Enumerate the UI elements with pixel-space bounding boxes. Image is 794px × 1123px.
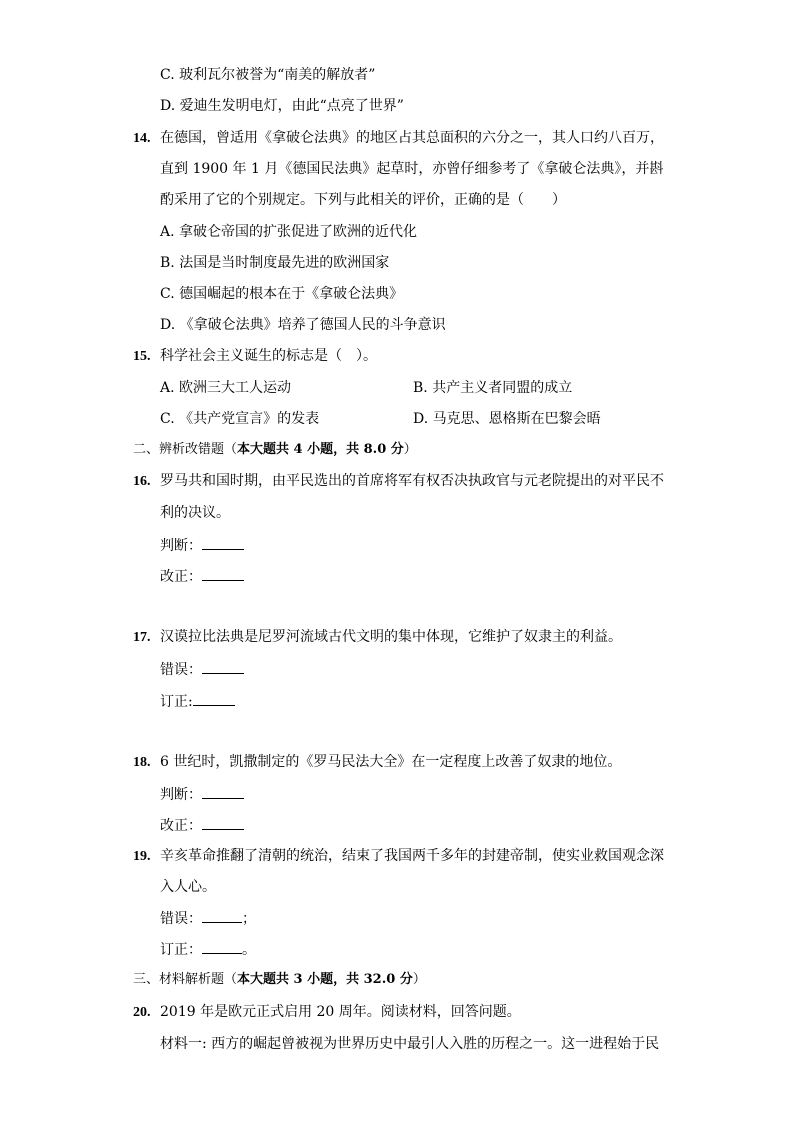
q20-text-line1: 2019 年是欧元正式启用 20 周年。阅读材料，回答问题。 <box>160 1004 521 1020</box>
q17-error-blank[interactable] <box>202 660 244 674</box>
q16-correct-label: 改正： <box>160 569 202 585</box>
q19-fix-field <box>160 940 256 959</box>
q17-fix-blank[interactable] <box>193 692 235 706</box>
q20-text-line2: 材料一: 西方的崛起曾被视为世界历史中最引人入胜的历程之一。这一进程始于民 <box>160 1036 660 1052</box>
q16-correct-blank[interactable] <box>202 567 244 581</box>
q18-judge-blank[interactable] <box>202 785 244 799</box>
q14-number: 14. <box>133 131 151 146</box>
q18-number: 18. <box>133 755 151 770</box>
q17-fix-label: 订正: <box>160 694 193 710</box>
section-2-prefix: 二、辨析改错题（ <box>133 442 238 457</box>
q19-error-label: 错误： <box>160 911 202 927</box>
q15-text: 科学社会主义诞生的标志是（ ）。 <box>160 348 377 364</box>
section-3-heading <box>133 971 426 989</box>
q16-text-line2: 利的决议。 <box>160 505 230 521</box>
q14-text-line3: 酌采用了它的个别规定。下列与此相关的评价，正确的是（ ） <box>160 192 566 208</box>
q19-error-field <box>160 909 256 928</box>
q17-text: 汉谟拉比法典是尼罗河流域古代文明的集中体现，它维护了奴隶主的利益。 <box>160 629 622 645</box>
q19-fix-blank[interactable] <box>202 940 242 954</box>
q18-judge-label: 判断： <box>160 787 202 803</box>
q15-option-a: A. 欧洲三大工人运动 <box>160 380 292 396</box>
q14-text-line1: 在德国，曾适用《拿破仑法典》的地区占其总面积的六分之一，其人口约八百万， <box>160 130 664 146</box>
q18-text: 6 世纪时，凯撒制定的《罗马民法大全》在一定程度上改善了奴隶的地位。 <box>160 754 622 770</box>
q14-option-c: C. 德国崛起的根本在于《拿破仑法典》 <box>160 286 404 302</box>
q15-option-b: B. 共产主义者同盟的成立 <box>413 380 573 396</box>
q14-option-d: D. 《拿破仑法典》培养了德国人民的斗争意识 <box>160 317 446 333</box>
q20-number: 20. <box>133 1005 151 1020</box>
q15-number: 15. <box>133 349 151 364</box>
q15-option-d: D. 马克思、恩格斯在巴黎会晤 <box>413 411 601 427</box>
q13-option-d: D. 爱迪生发明电灯，由此“点亮了世界” <box>160 98 404 114</box>
q16-correct-field <box>160 567 244 586</box>
q16-judge-label: 判断： <box>160 538 202 554</box>
q17-error-field <box>160 660 244 679</box>
section-3-prefix: 三、材料解析题（ <box>133 972 238 987</box>
q18-correct-label: 改正： <box>160 818 202 834</box>
section-2-info: 本大题共 4 小题，共 8.0 分 <box>237 442 404 457</box>
q16-judge-blank[interactable] <box>202 536 244 550</box>
q17-fix-field <box>160 692 235 711</box>
q19-number: 19. <box>133 849 151 864</box>
q19-fix-end: 。 <box>242 942 256 958</box>
q19-error-blank[interactable] <box>202 909 242 923</box>
q17-error-label: 错误： <box>160 662 202 678</box>
section-2-suffix: ） <box>403 442 417 457</box>
q18-correct-field <box>160 816 244 835</box>
q16-number: 16. <box>133 474 151 489</box>
q18-judge-field <box>160 785 244 804</box>
q13-option-c: C. 玻利瓦尔被誉为“南美的解放者” <box>160 67 376 83</box>
q17-number: 17. <box>133 630 151 645</box>
q18-correct-blank[interactable] <box>202 816 244 830</box>
section-3-info: 本大题共 3 小题，共 32.0 分 <box>237 972 413 987</box>
q16-text-line1: 罗马共和国时期，由平民选出的首席将军有权否决执政官与元老院提出的对平民不 <box>160 473 664 489</box>
q14-text-line2: 直到 1900 年 1 月《德国民法典》起草时，亦曾仔细参考了《拿破仑法典》，并斟 <box>160 161 664 177</box>
q14-option-b: B. 法国是当时制度最先进的欧洲国家 <box>160 255 390 271</box>
q19-fix-label: 订正： <box>160 942 202 958</box>
q14-option-a: A. 拿破仑帝国的扩张促进了欧洲的近代化 <box>160 224 418 240</box>
q19-error-end: ； <box>242 911 256 927</box>
section-3-suffix: ） <box>412 972 426 987</box>
q19-text-line2: 入人心。 <box>160 879 216 895</box>
q16-judge-field <box>160 536 244 555</box>
q15-option-c: C. 《共产党宣言》的发表 <box>160 411 320 427</box>
q19-text-line1: 辛亥革命推翻了清朝的统治，结束了我国两千多年的封建帝制，使实业救国观念深 <box>160 848 664 864</box>
section-2-heading <box>133 441 417 459</box>
